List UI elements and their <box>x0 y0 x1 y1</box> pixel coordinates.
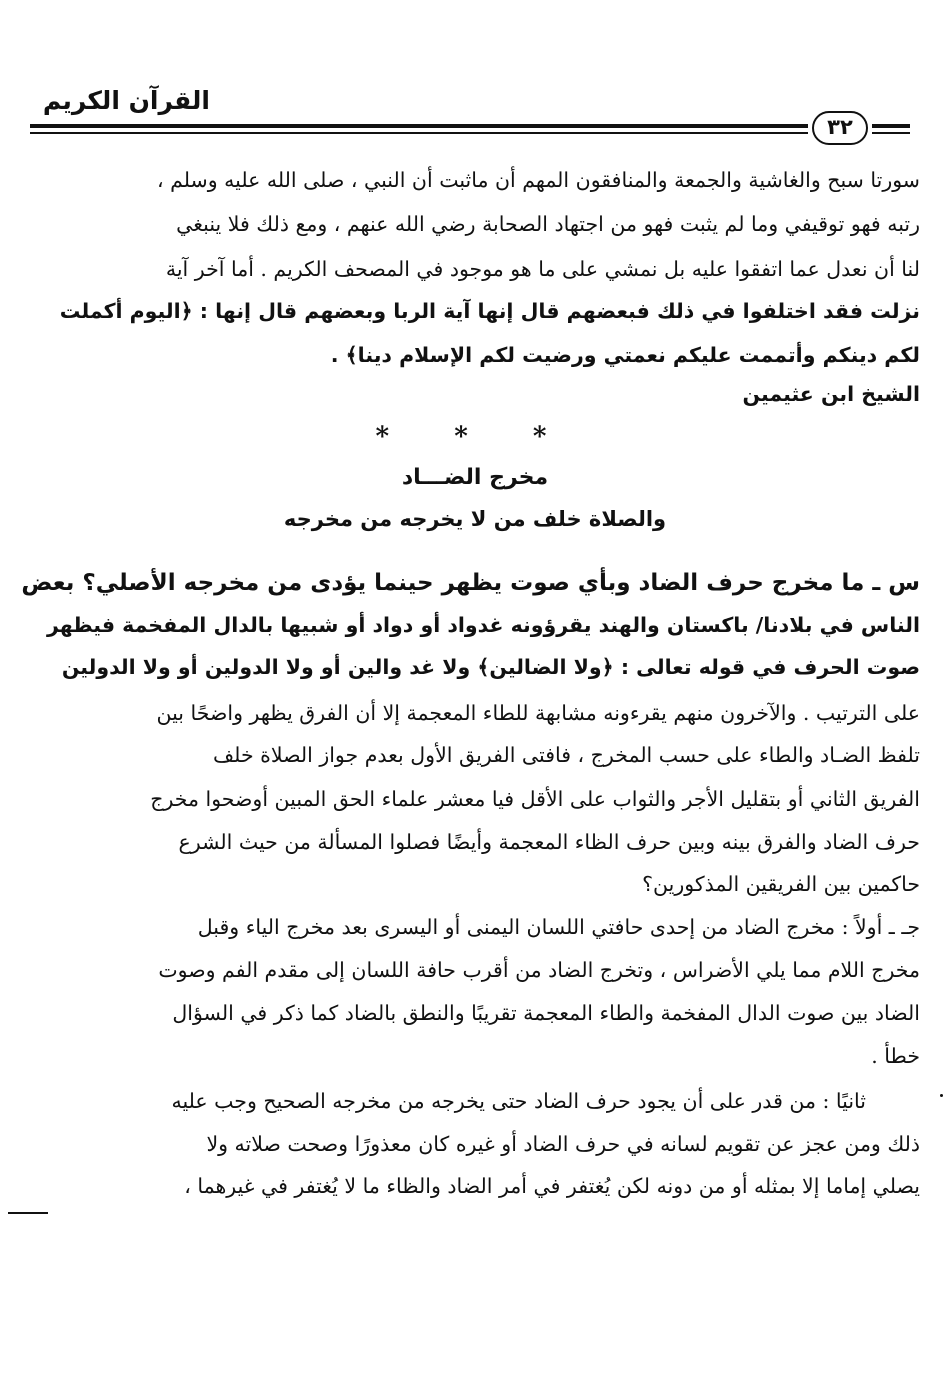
question-line: حاكمين بين الفريقين المذكورين؟ <box>642 872 920 896</box>
header-rule-right <box>872 124 910 128</box>
header-rule-thin <box>30 132 808 134</box>
question-line: على الترتيب . والآخرون منهم يقرءونه مشابهة للطاء المعجمة إلا أن الفرق يظهر واضحًا بين <box>156 701 920 725</box>
answer-line: الضاد بين صوت الدال المفخمة والطاء المعجمة تقريبًا والنطق بالضاد كما ذكر في السؤال <box>172 1001 920 1025</box>
section-subtitle: والصلاة خلف من لا يخرجه من مخرجه <box>283 507 667 531</box>
question-line: س ـ ما مخرج حرف الضاد وبأي صوت يظهر حينما يؤدى من مخرجه الأصلي؟ بعض <box>21 570 920 596</box>
margin-dot <box>940 1094 943 1097</box>
header-rule-right-thin <box>872 132 910 134</box>
question-line: الناس في بلادنا/ باكستان والهند يقرؤونه غدواد أو دواد أو شبيها بالدال المفخمة فيظهر <box>46 613 920 637</box>
paragraph-line: سورتا سبح والغاشية والجمعة والمنافقون المهم أن ماثبت أن النبي ، صلى الله عليه وسلم ، <box>156 168 920 192</box>
paragraph-line: لكم دينكم وأتممت عليكم نعمتي ورضيت لكم الإسلام دينا﴾ . <box>330 343 920 367</box>
paragraph-line: نزلت فقد اختلفوا في ذلك فبعضهم قال إنها آية الربا وبعضهم قال إنها : ﴿اليوم أكملت <box>59 299 920 323</box>
section-separator: * * * <box>375 422 575 452</box>
running-header-title: القرآن الكريم <box>42 86 210 115</box>
answer-line: مخرج اللام مما يلي الأضراس ، وتخرج الضاد من أقرب حافة اللسان إلى مقدم الفم وصوت <box>158 958 920 982</box>
answer-second-line: يصلي إماما إلا بمثله أو من دونه لكن يُغتفر في أمر الضاد والظاء ما لا يُغتفر في غيرهما ، <box>184 1174 920 1198</box>
question-line: تلفظ الضـاد والطاء على حسب المخرج ، فافتى الفريق الأول بعدم جواز الصلاة خلف <box>212 743 920 767</box>
footnote-rule <box>8 1212 48 1214</box>
answer-second-line: ثانيًا : من قدر على أن يجود حرف الضاد حتى يخرجه من مخرجه الصحيح وجب عليه <box>171 1089 866 1113</box>
author-signature: الشيخ ابن عثيمين <box>742 382 920 406</box>
answer-second-line: ذلك ومن عجز عن تقويم لسانه في حرف الضاد أو غيره كان معذورًا وصحت صلاته ولا <box>206 1132 920 1156</box>
answer-line: خطأ . <box>871 1044 920 1068</box>
paragraph-line: لنا أن نعدل عما اتفقوا عليه بل نمشي على ما هو موجود في المصحف الكريم . أما آخر آية <box>165 257 920 281</box>
paragraph-line: رتبه فهو توقيفي وما لم يثبت فهو من اجتهاد الصحابة رضي الله عنهم ، ومع ذلك فلا ينبغي <box>176 212 920 236</box>
question-line: حرف الضاد والفرق بينه وبين حرف الظاء المعجمة وأيضًا فصلوا المسألة من حيث الشرع <box>178 830 920 854</box>
question-line: صوت الحرف في قوله تعالى : ﴿ولا الضالين﴾ ولا غد والين أو ولا الدولين أو ولا الدولين <box>61 655 920 679</box>
header-rule-thick <box>30 124 808 128</box>
question-line: الفريق الثاني أو بتقليل الأجر والثواب على الأقل فيا معشر علماء الحق المبين أوضحوا مخرج <box>150 787 920 811</box>
section-title: مخرج الضـــاد <box>401 465 549 490</box>
answer-line: جـ ـ أولاً : مخرج الضاد من إحدى حافتي اللسان اليمنى أو اليسرى بعد مخرج الياء وقبل <box>197 915 920 939</box>
page-number-badge: ٣٢ <box>812 111 868 145</box>
